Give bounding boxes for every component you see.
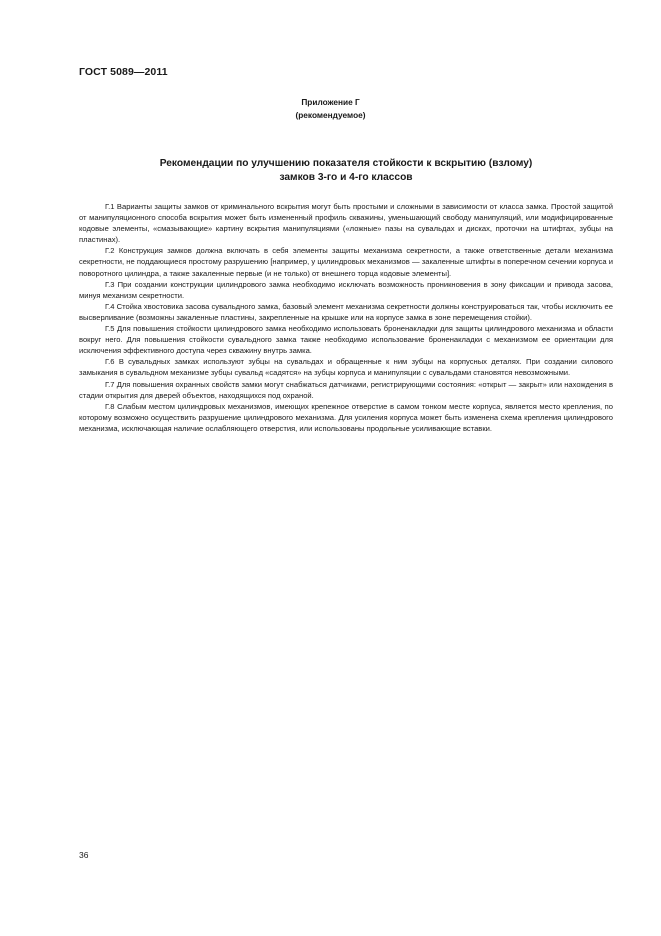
- section-title-line-1: Рекомендации по улучшению показателя стойкости к вскрытию (взлому): [159, 158, 533, 169]
- page-number: 36: [79, 850, 89, 860]
- paragraph-g5: Г.5 Для повышения стойкости цилиндрового замка необходимо использовать броненакладки для защиты цилиндрового механизма и области вокруг него. Для повышения стойкости сувальдного замка также необходимо использование броненакладки с механизмом ее ориентации для исключения эффективного доступа через скважину внутрь замка.: [79, 324, 613, 356]
- section-title-line-2: замков 3-го и 4-го классов: [279, 172, 413, 183]
- paragraph-g2: Г.2 Конструкция замков должна включать в себя элементы защиты механизма секретности, а также ответственные детали механизма секретности, не поддающиеся простому разрушению [например, у цилиндровых механизмов — закаленные штифты в поперечном сечении корпуса и поворотного цилиндра, а также закаленные первые (и не только) от внешнего торца кодовые элементы].: [79, 246, 613, 278]
- appendix-heading: [0, 96, 661, 122]
- paragraph-g4: Г.4 Стойка хвостовика засова сувальдного замка, базовый элемент механизма секретности должны конструироваться так, чтобы исключить ее высверливание (возможны закаленные пластины, закрепленные на крышке или на корпусе замка в зоне перемещения стойки).: [79, 301, 613, 322]
- appendix-status: (рекомендуемое): [295, 110, 366, 120]
- paragraph-g8: Г.8 Слабым местом цилиндровых механизмов, имеющих крепежное отверстие в самом тонком месте корпуса, является место крепления, по которому возможно осуществить разрушение цилиндрового механизма. Для усиления корпуса может быть изменена схема крепления цилиндрового механизма, исключающая наличие ослабляющего отверстия, или использованы продольные усиливающие вставки.: [79, 401, 613, 433]
- paragraph-g6: Г.6 В сувальдных замках используют зубцы на сувальдах и обращенные к ним зубцы на корпусных деталях. При создании силового замыкания в сувальдном механизме зубцы сувальд «садятся» на зубцы корпуса и манипуляции с сувальдами становятся невозможными.: [79, 357, 613, 378]
- paragraph-g7: Г.7 Для повышения охранных свойств замки могут снабжаться датчиками, регистрирующими состояния: «открыт — закрыт» или нахождения в стадии открытия для дверей объектов, находящихся под охраной.: [79, 379, 613, 400]
- paragraph-g3: Г.3 При создании конструкции цилиндрового замка необходимо исключать возможность проникновения в зону фиксации и привода засова, минуя механизм секретности.: [79, 279, 613, 300]
- appendix-label: Приложение Г: [301, 97, 360, 107]
- paragraph-g1: Г.1 Варианты защиты замков от криминального вскрытия могут быть простыми и сложными в зависимости от класса замка. Простой защитой от манипуляционного способа вскрытия может быть измененный профиль скважины, уменьшающий свободу манипуляций, или модифицированные кодовые элементы, «смазывающие» картину вскрытия манипуляциями («ложные» пазы на сувальдах и дисках, проточки на штифтах, зубцы на пластинах).: [79, 202, 613, 245]
- document-standard-id: ГОСТ 5089—2011: [79, 66, 168, 78]
- body-text: [79, 201, 613, 434]
- section-title: [79, 157, 613, 185]
